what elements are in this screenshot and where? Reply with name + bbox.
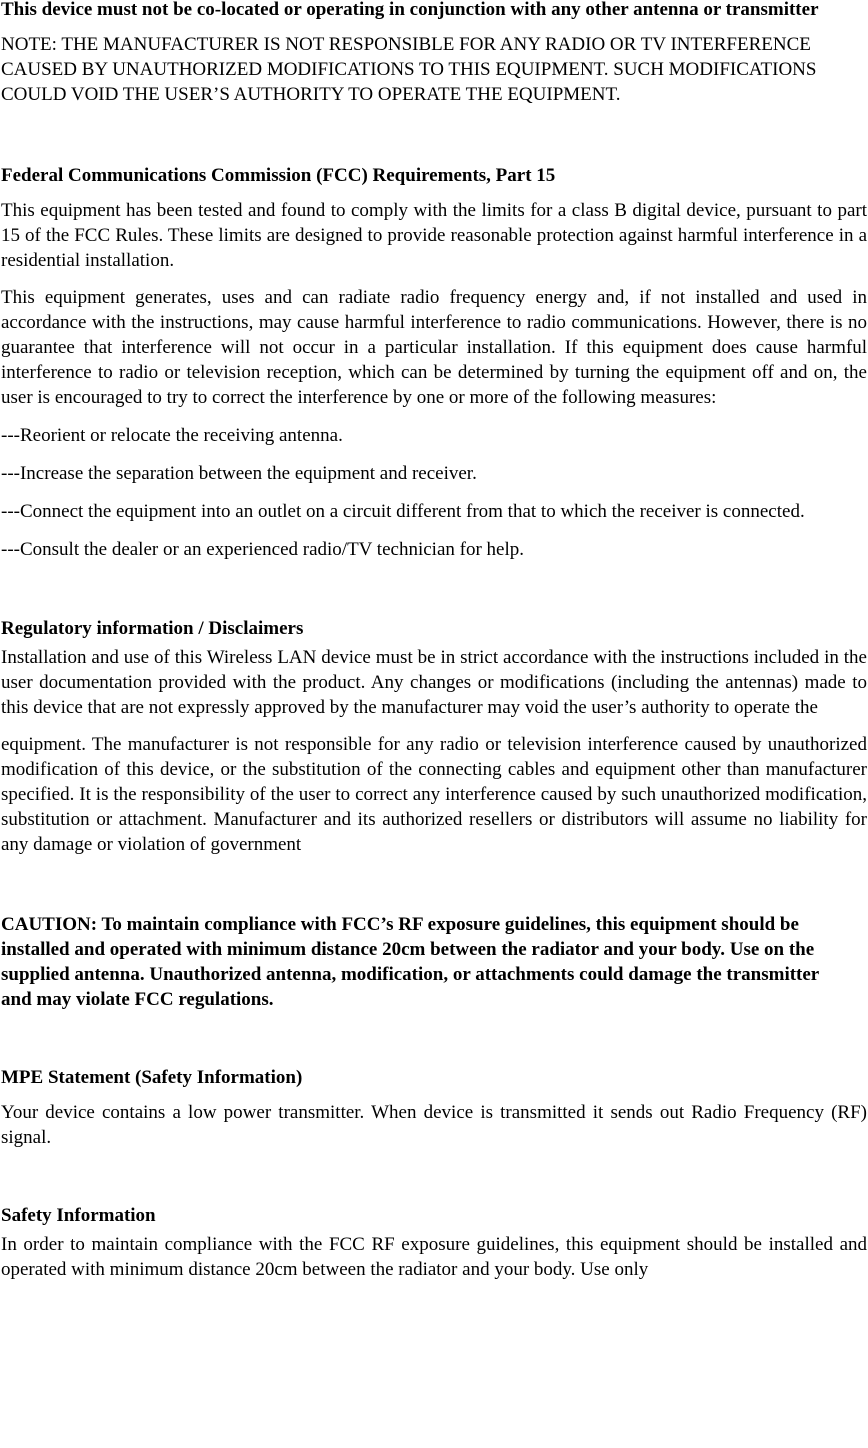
fcc-heading: Federal Communications Commission (FCC) Requirements, Part 15 <box>1 165 556 186</box>
fcc-paragraph-2: This equipment generates, uses and can radiate radio frequency energy and, if not installed and used in accordance with the instructions, may cause harmful interference to radio communications. However, there is no guarantee that interference will not occur in a particular installation. If this equipment does cause harmful interference to radio or television reception, which can be determined by turning the equipment off and on, the user is encouraged to try to correct the interference by one or more of the following measures: <box>1 287 867 408</box>
caution-statement: CAUTION: To maintain compliance with FCC’s RF exposure guidelines, this equipment should be installed and operated with minimum distance 20cm between the radiator and your body. Use on the supplied antenna. Unauthorized antenna, modification, or attachments could damage the transmitter and may violate FCC regulations. <box>1 914 819 1010</box>
fcc-section <box>1 163 867 562</box>
regulatory-paragraph-1: Installation and use of this Wireless LAN device must be in strict accordance with the instructions included in the user documentation provided with the product. Any changes or modifications (including the antennas) made to this device that are not expressly approved by the manufacturer may void the user’s authority to operate the <box>1 647 867 718</box>
fcc-measure-separation: ---Increase the separation between the equipment and receiver. <box>1 463 477 484</box>
fcc-paragraph-1: This equipment has been tested and found to comply with the limits for a class B digital device, pursuant to part 15 of the FCC Rules. These limits are designed to provide reasonable protection against harmful interference in a residential installation. <box>1 200 867 271</box>
safety-section <box>1 1203 867 1282</box>
safety-heading: Safety Information <box>1 1205 156 1226</box>
co-location-warning: This device must not be co-located or operating in conjunction with any other antenna or transmitter <box>1 0 819 20</box>
fcc-measure-reorient: ---Reorient or relocate the receiving antenna. <box>1 425 343 446</box>
fcc-measure-consult: ---Consult the dealer or an experienced radio/TV technician for help. <box>1 539 524 560</box>
regulatory-paragraph-2: equipment. The manufacturer is not responsible for any radio or television interference caused by unauthorized modification of this device, or the substitution of the connecting cables and equipment other than manufacturer specified. It is the responsibility of the user to correct any interference caused by such unauthorized modification, substitution or attachment. Manufacturer and its authorized resellers or distributors will assume no liability for any damage or violation of government <box>1 734 867 855</box>
regulatory-section <box>1 616 867 857</box>
mpe-section <box>1 1065 867 1150</box>
mpe-body: Your device contains a low power transmitter. When device is transmitted it sends out Radio Frequency (RF) signal. <box>1 1102 867 1148</box>
fcc-measure-outlet: ---Connect the equipment into an outlet on a circuit different from that to which the receiver is connected. <box>1 501 805 522</box>
manufacturer-note: NOTE: THE MANUFACTURER IS NOT RESPONSIBLE FOR ANY RADIO OR TV INTERFERENCE CAUSED BY UNAUTHORIZED MODIFICATIONS TO THIS EQUIPMENT. SUCH MODIFICATIONS COULD VOID THE USER’S AUTHORITY TO OPERATE THE EQUIPMENT. <box>1 34 817 105</box>
safety-body: In order to maintain compliance with the FCC RF exposure guidelines, this equipment should be installed and operated with minimum distance 20cm between the radiator and your body. Use only <box>1 1234 867 1280</box>
mpe-heading: MPE Statement (Safety Information) <box>1 1067 303 1088</box>
regulatory-heading: Regulatory information / Disclaimers <box>1 618 304 639</box>
